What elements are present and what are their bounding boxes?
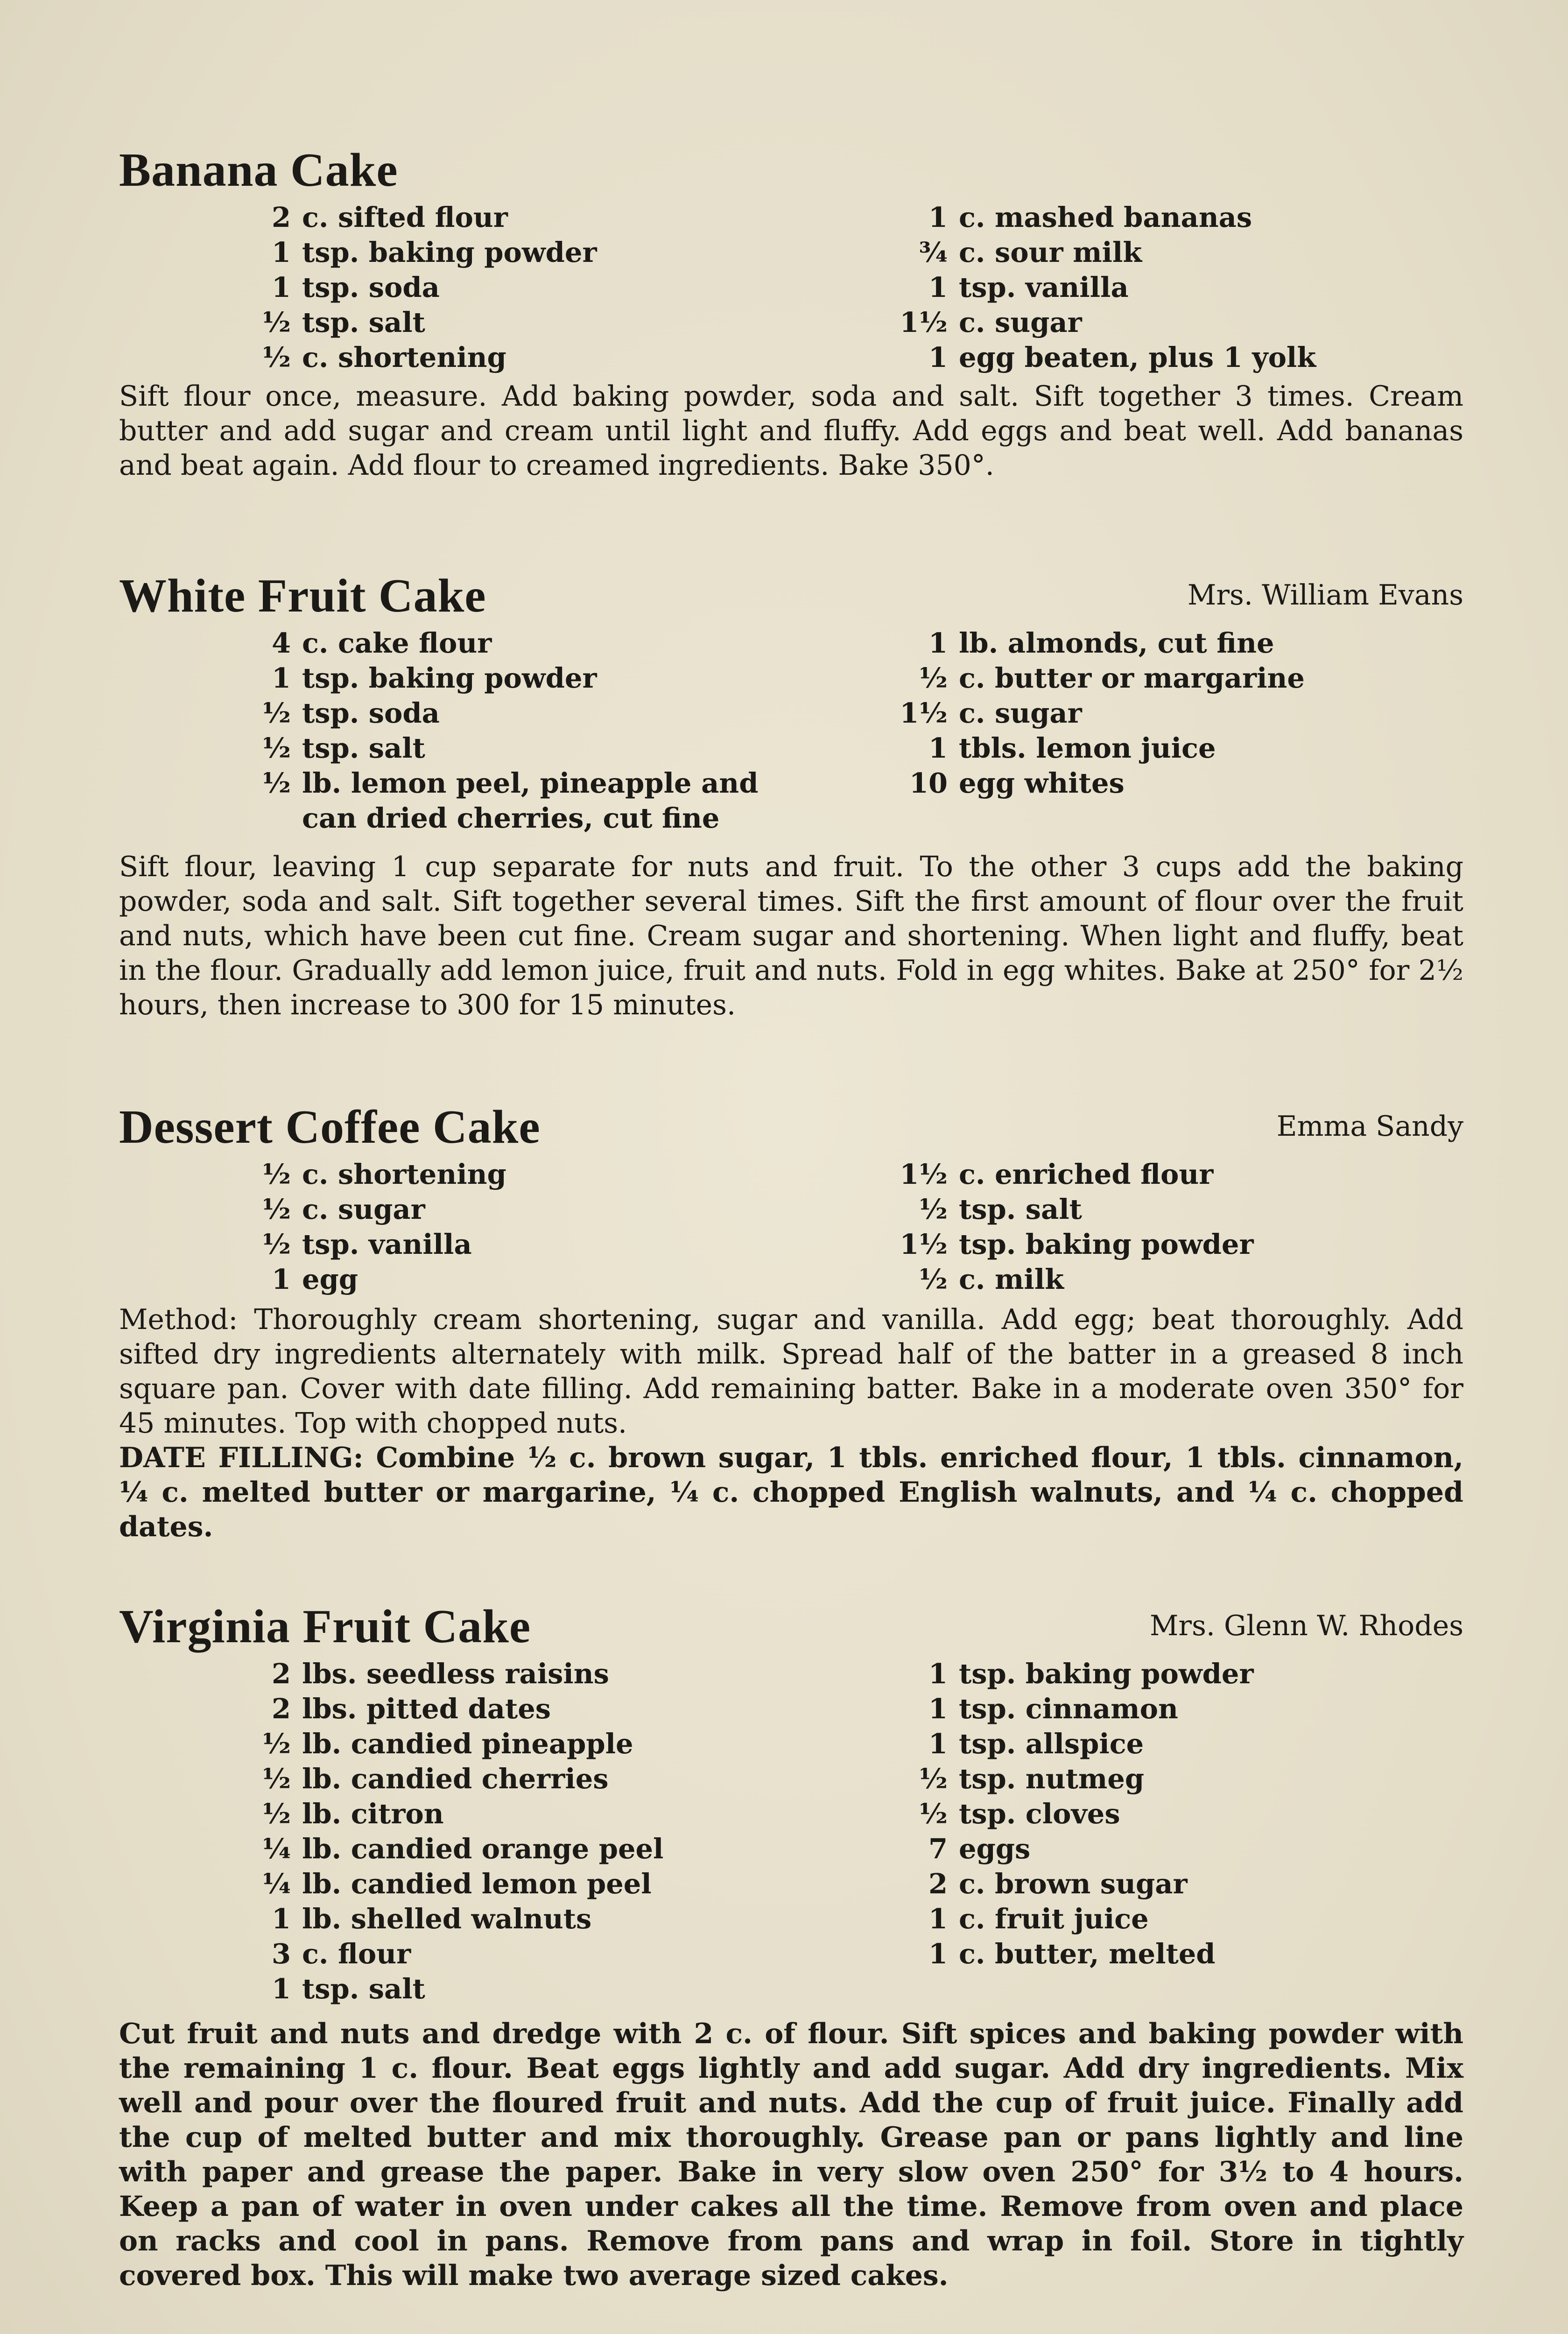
ingredient: ½ tsp. vanilla (262, 1228, 472, 1260)
ingredient: 1 tsp. salt (271, 1973, 425, 2005)
recipe-method: Sift flour once, measure. Add baking powder, soda and salt. Sift together 3 times. Cream butter and add sugar and cream until light and fluffy. Add eggs and beat well. Add bananas and beat again. Add flour to creamed ingredients. Bake 350°. (119, 380, 1463, 482)
ingredient: ½ lb. candied pineapple (262, 1728, 633, 1760)
ingredient: 1 lb. shelled walnuts (271, 1903, 592, 1935)
recipe-method: Sift flour, leaving 1 cup separate for nuts and fruit. To the other 3 cups add the baking powder, soda and salt. Sift together several times. Sift the first amount of flour over the fruit and nuts, which have been cut fine. Cream sugar and shortening. When light and fluffy, beat in the flour. Gradually add lemon juice, fruit and nuts. Fold in egg whites. Bake at 250° for 2½ hours, then increase to 300 for 15 minutes. (119, 851, 1463, 1021)
recipe-author: Mrs. William Evans (1187, 579, 1463, 612)
ingredient: 1 tsp. soda (271, 271, 440, 303)
recipe-title: Virginia Fruit Cake (119, 1600, 531, 1653)
ingredient: ½ lb. candied cherries (262, 1763, 609, 1795)
recipe-method (119, 1302, 1463, 1544)
ingredient: ½ c. shortening (262, 1158, 506, 1190)
ingredient: 1 c. butter, melted (928, 1938, 1216, 1970)
ingredient-continuation: can dried cherries, cut fine (302, 802, 720, 834)
ingredient: ½ tsp. salt (262, 732, 425, 764)
recipe-title: White Fruit Cake (119, 569, 486, 622)
ingredient: 1 egg (271, 1263, 359, 1295)
ingredient: 1½ c. enriched flour (900, 1158, 1214, 1190)
ingredient-list (119, 200, 1463, 376)
ingredient: ½ c. milk (919, 1263, 1064, 1295)
ingredient: ¾ c. sour milk (919, 236, 1142, 268)
ingredient: 2 c. brown sugar (928, 1868, 1188, 1900)
ingredient: ½ tsp. salt (262, 306, 425, 338)
ingredient: ½ tsp. salt (919, 1193, 1082, 1225)
ingredient-list (119, 626, 1463, 837)
recipe-virginia-fruit-cake (119, 1596, 1463, 2292)
ingredient-column-right (850, 1157, 1466, 1297)
ingredient: ½ c. sugar (262, 1193, 425, 1225)
ingredient: 10 egg whites (909, 767, 1125, 799)
ingredient: 2 lbs. pitted dates (271, 1693, 551, 1725)
ingredient: 7 eggs (928, 1833, 1031, 1865)
ingredient: 1 lb. almonds, cut fine (928, 627, 1274, 659)
recipe-banana-cake (119, 140, 1463, 482)
ingredient: ¼ lb. candied lemon peel (262, 1868, 652, 1900)
ingredient-column-left (119, 1656, 819, 2006)
recipe-dessert-coffee-cake (119, 1097, 1463, 1543)
recipe-white-fruit-cake (119, 566, 1463, 1021)
ingredient: 4 c. cake flour (271, 627, 492, 659)
recipe-author: Emma Sandy (1276, 1110, 1463, 1143)
ingredient: ¼ lb. candied orange peel (262, 1833, 664, 1865)
ingredient: ½ lb. lemon peel, pineapple and (262, 767, 759, 799)
ingredient: ½ tsp. nutmeg (919, 1763, 1145, 1795)
recipe-author: Mrs. Glenn W. Rhodes (1149, 1610, 1463, 1642)
date-filling-text: DATE FILLING: Combine ½ c. brown sugar, 1 tbls. enriched flour, 1 tbls. cinnamon, ¼ c. melted butter or margarine, ¼ c. chopped English walnuts, and ¼ c. chopped dates. (119, 1441, 1463, 1543)
ingredient-column-left (119, 200, 819, 375)
method-text: Method: Thoroughly cream shortening, sugar and vanilla. Add egg; beat thoroughly. Add sifted dry ingredients alternately with milk. Spread half of the batter in a greased 8 inch square pan. Cover with date filling. Add remaining batter. Bake in a moderate oven 350° for 45 minutes. Top with chopped nuts. (119, 1303, 1463, 1440)
ingredient: ½ tsp. soda (262, 697, 440, 729)
ingredient: 1 egg beaten, plus 1 yolk (928, 341, 1316, 373)
ingredient: 1 c. fruit juice (928, 1903, 1149, 1935)
ingredient: 1½ c. sugar (900, 697, 1082, 729)
ingredient: 1 tsp. baking powder (928, 1658, 1254, 1690)
ingredient: ½ c. shortening (262, 341, 506, 373)
recipe-title: Banana Cake (119, 144, 398, 197)
ingredient-column-left (119, 1157, 819, 1297)
ingredient: 1½ c. sugar (900, 306, 1082, 338)
ingredient: 1 tsp. baking powder (271, 662, 597, 694)
ingredient: 1 tsp. allspice (928, 1728, 1144, 1760)
ingredient: ½ tsp. cloves (919, 1798, 1120, 1830)
ingredient: ½ lb. citron (262, 1798, 444, 1830)
ingredient: 2 lbs. seedless raisins (271, 1658, 609, 1690)
ingredient-column-right (850, 1656, 1466, 1971)
ingredient: ½ c. butter or margarine (919, 662, 1305, 694)
recipe-title: Dessert Coffee Cake (119, 1101, 541, 1153)
ingredient-column-right (850, 626, 1466, 801)
ingredient: 1 tbls. lemon juice (928, 732, 1216, 764)
ingredient: 3 c. flour (271, 1938, 411, 1970)
recipe-method: Cut fruit and nuts and dredge with 2 c. of flour. Sift spices and baking powder with the remaining 1 c. flour. Beat eggs lightly and add sugar. Add dry ingredients. Mix well and pour over the floured fruit and nuts. Add the cup of fruit juice. Finally add the cup of melted butter and mix thoroughly. Grease pan or pans lightly and line with paper and grease the paper. Bake in very slow oven 250° for 3½ to 4 hours. Keep a pan of water in oven under cakes all the time. Remove from oven and place on racks and cool in pans. Remove from pans and wrap in foil. Store in tightly covered box. This will make two average sized cakes. (119, 2018, 1463, 2292)
ingredient: 1 tsp. cinnamon (928, 1693, 1178, 1725)
ingredient: 2 c. sifted flour (271, 201, 508, 233)
ingredient: 1½ tsp. baking powder (900, 1228, 1254, 1260)
ingredient-list (119, 1157, 1463, 1298)
ingredient-column-left (119, 626, 819, 836)
ingredient: 1 tsp. baking powder (271, 236, 597, 268)
ingredient-column-right (850, 200, 1466, 375)
ingredient: 1 c. mashed bananas (928, 201, 1252, 233)
ingredient-list (119, 1656, 1463, 2008)
ingredient: 1 tsp. vanilla (928, 271, 1129, 303)
